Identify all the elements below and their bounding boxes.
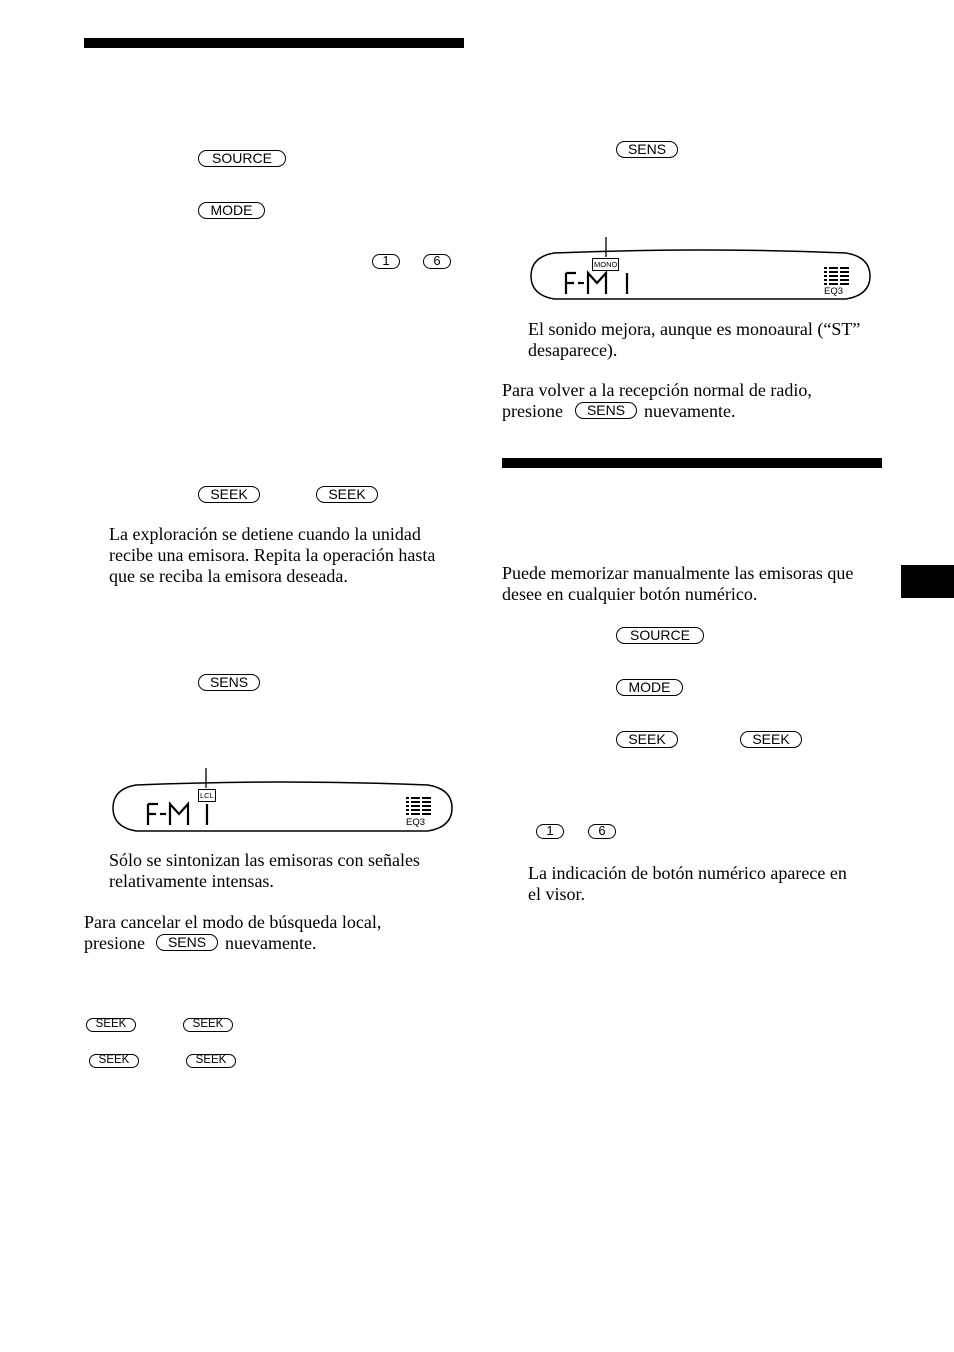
cancel-line1: Para cancelar el modo de búsqueda local, bbox=[84, 912, 382, 932]
local-result-line3: que se reciba la emisora deseada. bbox=[109, 566, 348, 586]
lcd-eq-label: EQ3 bbox=[406, 817, 426, 828]
source-key-right: SOURCE bbox=[616, 627, 704, 644]
normal-line1: Para volver a la recepción normal de radio, bbox=[502, 380, 812, 400]
cancel-sens-key: SENS bbox=[156, 934, 218, 951]
seek-minus-key-right: SEEK bbox=[616, 731, 678, 748]
sens-key: SENS bbox=[198, 674, 260, 691]
seek-small-1: SEEK bbox=[86, 1018, 136, 1032]
preset-1-key-right: 1 bbox=[536, 824, 564, 839]
strong-line2: relativamente intensas. bbox=[109, 871, 274, 891]
manual-line1: Puede memorizar manualmente las emisoras que bbox=[502, 563, 854, 583]
seek-minus-key: SEEK bbox=[198, 486, 260, 503]
preset-1-key: 1 bbox=[372, 254, 400, 269]
local-result-line1: La exploración se detiene cuando la unidad bbox=[109, 524, 421, 544]
lcd-display-local bbox=[110, 768, 455, 833]
lcd-indicator-mono: MONO bbox=[594, 260, 618, 269]
preset-6-key: 6 bbox=[423, 254, 451, 269]
seek-plus-key-right: SEEK bbox=[740, 731, 802, 748]
lcd-eq-label-mono: EQ3 bbox=[824, 286, 844, 297]
section-rule-left bbox=[84, 38, 464, 48]
normal-post: nuevamente. bbox=[644, 401, 736, 421]
strong-line1: Sólo se sintonizan las emisoras con señales bbox=[109, 850, 420, 870]
mode-key: MODE bbox=[198, 202, 265, 219]
mono-line2: desaparece). bbox=[528, 340, 618, 360]
lcd-indicator-lcl: LCL bbox=[200, 791, 214, 800]
preset-6-key-right: 6 bbox=[588, 824, 616, 839]
seek-small-3: SEEK bbox=[89, 1054, 139, 1068]
source-key: SOURCE bbox=[198, 150, 286, 167]
lcd-display-mono bbox=[528, 237, 873, 302]
page-edge-tab bbox=[901, 565, 954, 598]
local-result-line2: recibe una emisora. Repita la operación hasta bbox=[109, 545, 436, 565]
sens-key-right: SENS bbox=[616, 141, 678, 158]
manual-line2: desee en cualquier botón numérico. bbox=[502, 584, 758, 604]
cancel-post: nuevamente. bbox=[225, 933, 317, 953]
seek-small-2: SEEK bbox=[183, 1018, 233, 1032]
seek-small-4: SEEK bbox=[186, 1054, 236, 1068]
mono-line1: El sonido mejora, aunque es monoaural (“ST” bbox=[528, 319, 861, 339]
section-rule-right bbox=[502, 458, 882, 468]
seek-plus-key: SEEK bbox=[316, 486, 378, 503]
cancel-pre: presione bbox=[84, 933, 145, 953]
indication-line1: La indicación de botón numérico aparece en bbox=[528, 863, 847, 883]
indication-line2: el visor. bbox=[528, 884, 585, 904]
normal-sens-key: SENS bbox=[575, 402, 637, 419]
mode-key-right: MODE bbox=[616, 679, 683, 696]
normal-pre: presione bbox=[502, 401, 563, 421]
